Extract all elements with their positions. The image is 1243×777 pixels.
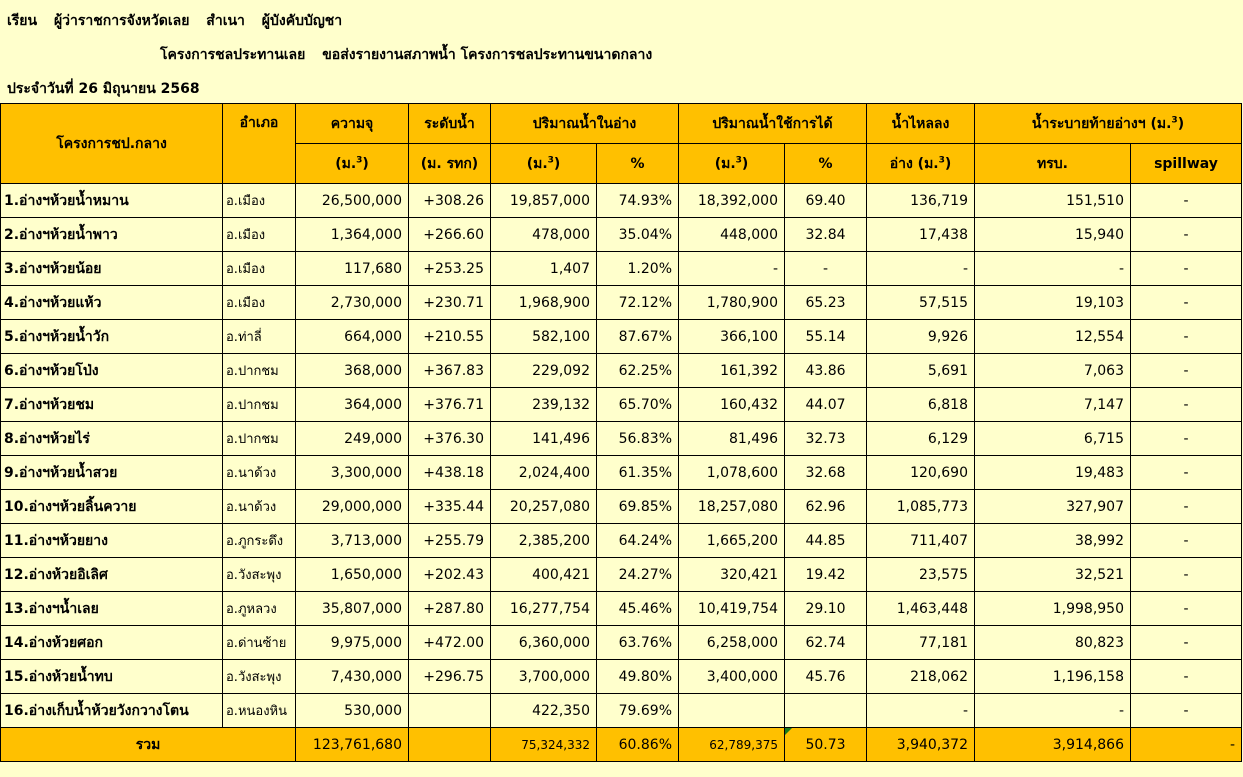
- table-row: [1, 320, 1242, 354]
- project-name-cell: 11.อ่างฯห้วยยาง: [1, 524, 223, 558]
- release-spillway-cell: -: [1131, 388, 1242, 422]
- water-level-cell: +376.71: [409, 388, 491, 422]
- capacity-cell: 35,807,000: [296, 592, 409, 626]
- total-release-trb: 3,914,866: [975, 728, 1131, 762]
- inflow-cell: 1,463,448: [867, 592, 975, 626]
- copy-label: สำเนา: [206, 13, 245, 29]
- water-level-cell: +255.79: [409, 524, 491, 558]
- table-row: [1, 558, 1242, 592]
- release-spillway-cell: -: [1131, 422, 1242, 456]
- col-project: โครงการชป.กลาง: [1, 104, 223, 184]
- volume-pct-cell: 45.46%: [597, 592, 679, 626]
- inflow-cell: 57,515: [867, 286, 975, 320]
- capacity-cell: 29,000,000: [296, 490, 409, 524]
- release-spillway-cell: -: [1131, 252, 1242, 286]
- volume-cell: 2,024,400: [491, 456, 597, 490]
- usable-pct-cell: 55.14: [785, 320, 867, 354]
- water-level-cell: +266.60: [409, 218, 491, 252]
- inflow-cell: -: [867, 694, 975, 728]
- volume-cell: 20,257,080: [491, 490, 597, 524]
- capacity-cell: 530,000: [296, 694, 409, 728]
- usable-volume-cell: 366,100: [679, 320, 785, 354]
- release-spillway-cell: -: [1131, 490, 1242, 524]
- total-level: [409, 728, 491, 762]
- district-cell: อ.หนองหิน: [223, 694, 296, 728]
- district-cell: อ.ปากชม: [223, 388, 296, 422]
- report-addressee-line: [7, 10, 354, 32]
- volume-pct-cell: 24.27%: [597, 558, 679, 592]
- release-trb-cell: 38,992: [975, 524, 1131, 558]
- volume-pct-cell: 61.35%: [597, 456, 679, 490]
- release-spillway-cell: -: [1131, 558, 1242, 592]
- table-row: [1, 218, 1242, 252]
- table-body: [1, 184, 1242, 728]
- col-volume: ปริมาณน้ำในอ่าง: [491, 104, 679, 144]
- water-level-cell: +472.00: [409, 626, 491, 660]
- volume-pct-cell: 74.93%: [597, 184, 679, 218]
- project-name-cell: 8.อ่างฯห้วยไร่: [1, 422, 223, 456]
- table-row: [1, 694, 1242, 728]
- volume-pct-cell: 64.24%: [597, 524, 679, 558]
- release-trb-cell: 6,715: [975, 422, 1131, 456]
- total-release-spillway: -: [1131, 728, 1242, 762]
- table-row: [1, 626, 1242, 660]
- release-trb-cell: 151,510: [975, 184, 1131, 218]
- usable-volume-cell: 18,257,080: [679, 490, 785, 524]
- usable-pct-cell: 65.23: [785, 286, 867, 320]
- water-level-cell: +202.43: [409, 558, 491, 592]
- table-row: [1, 388, 1242, 422]
- volume-cell: 400,421: [491, 558, 597, 592]
- usable-pct-cell: 62.74: [785, 626, 867, 660]
- table-header: [1, 104, 1242, 184]
- usable-volume-cell: 18,392,000: [679, 184, 785, 218]
- usable-volume-cell: 6,258,000: [679, 626, 785, 660]
- col-inflow: น้ำไหลลง: [867, 104, 975, 144]
- district-cell: อ.เมือง: [223, 252, 296, 286]
- usable-pct-cell: 32.73: [785, 422, 867, 456]
- usable-volume-cell: 320,421: [679, 558, 785, 592]
- release-trb-cell: 7,147: [975, 388, 1131, 422]
- volume-cell: 478,000: [491, 218, 597, 252]
- col-level-unit: (ม. รทก): [409, 144, 491, 184]
- capacity-cell: 2,730,000: [296, 286, 409, 320]
- inflow-cell: 1,085,773: [867, 490, 975, 524]
- total-volume: 75,324,332: [491, 728, 597, 762]
- district-cell: อ.เมือง: [223, 218, 296, 252]
- col-release-trb: ทรบ.: [975, 144, 1131, 184]
- usable-volume-cell: 160,432: [679, 388, 785, 422]
- project-name-cell: 7.อ่างฯห้วยชม: [1, 388, 223, 422]
- volume-cell: 229,092: [491, 354, 597, 388]
- inflow-cell: 9,926: [867, 320, 975, 354]
- inflow-cell: 5,691: [867, 354, 975, 388]
- total-usable-pct: 50.73: [785, 728, 867, 762]
- usable-pct-cell: [785, 694, 867, 728]
- district-cell: อ.ภูหลวง: [223, 592, 296, 626]
- usable-volume-cell: 1,665,200: [679, 524, 785, 558]
- project-name-cell: 9.อ่างฯห้วยน้ำสวย: [1, 456, 223, 490]
- volume-pct-cell: 56.83%: [597, 422, 679, 456]
- volume-pct-cell: 49.80%: [597, 660, 679, 694]
- capacity-cell: 117,680: [296, 252, 409, 286]
- table-row: [1, 354, 1242, 388]
- col-inflow-unit: อ่าง (ม.$^3$): [867, 144, 975, 184]
- table-total: [1, 728, 1242, 762]
- table-row: [1, 660, 1242, 694]
- total-row: [1, 728, 1242, 762]
- col-district: อำเภอ: [223, 104, 296, 184]
- water-level-cell: +287.80: [409, 592, 491, 626]
- volume-cell: 6,360,000: [491, 626, 597, 660]
- capacity-cell: 1,364,000: [296, 218, 409, 252]
- addressee-label: เรียน: [7, 13, 38, 29]
- release-spillway-cell: -: [1131, 184, 1242, 218]
- usable-pct-cell: 62.96: [785, 490, 867, 524]
- district-cell: อ.วังสะพุง: [223, 558, 296, 592]
- release-trb-cell: 7,063: [975, 354, 1131, 388]
- copy-supervisor: ผู้บังคับบัญชา: [261, 13, 343, 29]
- release-trb-cell: 327,907: [975, 490, 1131, 524]
- volume-cell: 19,857,000: [491, 184, 597, 218]
- table-row: [1, 456, 1242, 490]
- district-cell: อ.ปากชม: [223, 422, 296, 456]
- water-level-cell: +253.25: [409, 252, 491, 286]
- project-name-cell: 2.อ่างฯห้วยน้ำพาว: [1, 218, 223, 252]
- release-trb-cell: 1,196,158: [975, 660, 1131, 694]
- release-spillway-cell: -: [1131, 524, 1242, 558]
- usable-pct-cell: 45.76: [785, 660, 867, 694]
- water-level-cell: +335.44: [409, 490, 491, 524]
- volume-cell: 141,496: [491, 422, 597, 456]
- volume-pct-cell: 69.85%: [597, 490, 679, 524]
- water-level-cell: +296.75: [409, 660, 491, 694]
- usable-pct-cell: 69.40: [785, 184, 867, 218]
- project-name-cell: 13.อ่างฯน้ำเลย: [1, 592, 223, 626]
- inflow-cell: 218,062: [867, 660, 975, 694]
- reservoir-status-table: [0, 103, 1242, 762]
- release-spillway-cell: -: [1131, 660, 1242, 694]
- table-row: [1, 422, 1242, 456]
- usable-pct-cell: -: [785, 252, 867, 286]
- volume-cell: 1,968,900: [491, 286, 597, 320]
- inflow-cell: 711,407: [867, 524, 975, 558]
- project-name-cell: 16.อ่างเก็บน้ำห้วยวังกวางโตน: [1, 694, 223, 728]
- volume-cell: 239,132: [491, 388, 597, 422]
- capacity-cell: 368,000: [296, 354, 409, 388]
- volume-pct-cell: 35.04%: [597, 218, 679, 252]
- project-office: โครงการชลประทานเลย: [160, 47, 306, 63]
- volume-pct-cell: 72.12%: [597, 286, 679, 320]
- usable-volume-cell: 448,000: [679, 218, 785, 252]
- col-volume-unit: (ม.$^3$): [491, 144, 597, 184]
- district-cell: อ.เมือง: [223, 286, 296, 320]
- district-cell: อ.เมือง: [223, 184, 296, 218]
- water-level-cell: +376.30: [409, 422, 491, 456]
- col-usable: ปริมาณน้ำใช้การได้: [679, 104, 867, 144]
- col-capacity-unit: (ม.$^3$): [296, 144, 409, 184]
- district-cell: อ.นาด้วง: [223, 456, 296, 490]
- volume-pct-cell: 1.20%: [597, 252, 679, 286]
- release-spillway-cell: -: [1131, 286, 1242, 320]
- release-spillway-cell: -: [1131, 456, 1242, 490]
- report-subject: ขอส่งรายงานสภาพน้ำ โครงการชลประทานขนาดกลาง: [322, 47, 653, 63]
- release-spillway-cell: -: [1131, 592, 1242, 626]
- release-trb-cell: 15,940: [975, 218, 1131, 252]
- project-name-cell: 15.อ่างห้วยน้ำทบ: [1, 660, 223, 694]
- release-spillway-cell: -: [1131, 694, 1242, 728]
- capacity-cell: 664,000: [296, 320, 409, 354]
- district-cell: อ.นาด้วง: [223, 490, 296, 524]
- usable-pct-cell: 19.42: [785, 558, 867, 592]
- project-name-cell: 4.อ่างฯห้วยแห้ว: [1, 286, 223, 320]
- addressee-governor: ผู้ว่าราชการจังหวัดเลย: [53, 13, 190, 29]
- district-cell: อ.ด่านซ้าย: [223, 626, 296, 660]
- volume-pct-cell: 63.76%: [597, 626, 679, 660]
- project-name-cell: 3.อ่างฯห้วยน้อย: [1, 252, 223, 286]
- water-level-cell: +308.26: [409, 184, 491, 218]
- project-name-cell: 6.อ่างฯห้วยโป่ง: [1, 354, 223, 388]
- project-name-cell: 14.อ่างห้วยศอก: [1, 626, 223, 660]
- volume-cell: 2,385,200: [491, 524, 597, 558]
- capacity-cell: 9,975,000: [296, 626, 409, 660]
- release-trb-cell: 1,998,950: [975, 592, 1131, 626]
- table-row: [1, 524, 1242, 558]
- inflow-cell: 77,181: [867, 626, 975, 660]
- volume-pct-cell: 62.25%: [597, 354, 679, 388]
- inflow-cell: 120,690: [867, 456, 975, 490]
- volume-cell: 1,407: [491, 252, 597, 286]
- total-capacity: 123,761,680: [296, 728, 409, 762]
- release-trb-cell: 19,483: [975, 456, 1131, 490]
- inflow-cell: 6,129: [867, 422, 975, 456]
- report-date: ประจำวันที่ 26 มิถุนายน 2568: [7, 81, 200, 97]
- capacity-cell: 3,300,000: [296, 456, 409, 490]
- volume-cell: 16,277,754: [491, 592, 597, 626]
- capacity-cell: 3,713,000: [296, 524, 409, 558]
- capacity-cell: 26,500,000: [296, 184, 409, 218]
- release-spillway-cell: -: [1131, 320, 1242, 354]
- volume-cell: 582,100: [491, 320, 597, 354]
- release-trb-cell: 32,521: [975, 558, 1131, 592]
- inflow-cell: 136,719: [867, 184, 975, 218]
- district-cell: อ.วังสะพุง: [223, 660, 296, 694]
- project-name-cell: 12.อ่างห้วยอิเลิศ: [1, 558, 223, 592]
- usable-volume-cell: 10,419,754: [679, 592, 785, 626]
- release-trb-cell: 19,103: [975, 286, 1131, 320]
- usable-volume-cell: 161,392: [679, 354, 785, 388]
- usable-pct-cell: 32.68: [785, 456, 867, 490]
- usable-volume-cell: [679, 694, 785, 728]
- capacity-cell: 1,650,000: [296, 558, 409, 592]
- col-volume-pct: %: [597, 144, 679, 184]
- volume-pct-cell: 79.69%: [597, 694, 679, 728]
- release-trb-cell: -: [975, 694, 1131, 728]
- release-trb-cell: 12,554: [975, 320, 1131, 354]
- table-row: [1, 286, 1242, 320]
- capacity-cell: 249,000: [296, 422, 409, 456]
- usable-volume-cell: 1,780,900: [679, 286, 785, 320]
- col-release: น้ำระบายท้ายอ่างฯ (ม.$^3$): [975, 104, 1242, 144]
- usable-pct-cell: 29.10: [785, 592, 867, 626]
- usable-volume-cell: 81,496: [679, 422, 785, 456]
- col-level: ระดับน้ำ: [409, 104, 491, 144]
- usable-pct-cell: 32.84: [785, 218, 867, 252]
- water-level-cell: [409, 694, 491, 728]
- usable-volume-cell: -: [679, 252, 785, 286]
- water-level-cell: +438.18: [409, 456, 491, 490]
- district-cell: อ.ปากชม: [223, 354, 296, 388]
- volume-cell: 422,350: [491, 694, 597, 728]
- release-spillway-cell: -: [1131, 354, 1242, 388]
- col-release-spillway: spillway: [1131, 144, 1242, 184]
- volume-pct-cell: 65.70%: [597, 388, 679, 422]
- usable-volume-cell: 3,400,000: [679, 660, 785, 694]
- volume-pct-cell: 87.67%: [597, 320, 679, 354]
- capacity-cell: 364,000: [296, 388, 409, 422]
- inflow-cell: -: [867, 252, 975, 286]
- volume-cell: 3,700,000: [491, 660, 597, 694]
- water-level-cell: +210.55: [409, 320, 491, 354]
- release-spillway-cell: -: [1131, 218, 1242, 252]
- table-row: [1, 252, 1242, 286]
- water-level-cell: +367.83: [409, 354, 491, 388]
- usable-volume-cell: 1,078,600: [679, 456, 785, 490]
- project-name-cell: 5.อ่างฯห้วยน้ำวัก: [1, 320, 223, 354]
- usable-pct-cell: 43.86: [785, 354, 867, 388]
- project-name-cell: 1.อ่างฯห้วยน้ำหมาน: [1, 184, 223, 218]
- total-label: รวม: [1, 728, 296, 762]
- usable-pct-cell: 44.85: [785, 524, 867, 558]
- inflow-cell: 17,438: [867, 218, 975, 252]
- total-inflow: 3,940,372: [867, 728, 975, 762]
- release-spillway-cell: -: [1131, 626, 1242, 660]
- inflow-cell: 6,818: [867, 388, 975, 422]
- water-level-cell: +230.71: [409, 286, 491, 320]
- total-volume-pct: 60.86%: [597, 728, 679, 762]
- capacity-cell: 7,430,000: [296, 660, 409, 694]
- table-row: [1, 184, 1242, 218]
- district-cell: อ.ภูกระดึง: [223, 524, 296, 558]
- release-trb-cell: 80,823: [975, 626, 1131, 660]
- col-capacity: ความจุ: [296, 104, 409, 144]
- col-usable-pct: %: [785, 144, 867, 184]
- col-usable-unit: (ม.$^3$): [679, 144, 785, 184]
- usable-pct-cell: 44.07: [785, 388, 867, 422]
- project-name-cell: 10.อ่างฯห้วยลิ้นควาย: [1, 490, 223, 524]
- table-row: [1, 490, 1242, 524]
- report-subject-line: [160, 44, 664, 66]
- table-row: [1, 592, 1242, 626]
- inflow-cell: 23,575: [867, 558, 975, 592]
- total-usable: 62,789,375: [679, 728, 785, 762]
- district-cell: อ.ท่าลี่: [223, 320, 296, 354]
- release-trb-cell: -: [975, 252, 1131, 286]
